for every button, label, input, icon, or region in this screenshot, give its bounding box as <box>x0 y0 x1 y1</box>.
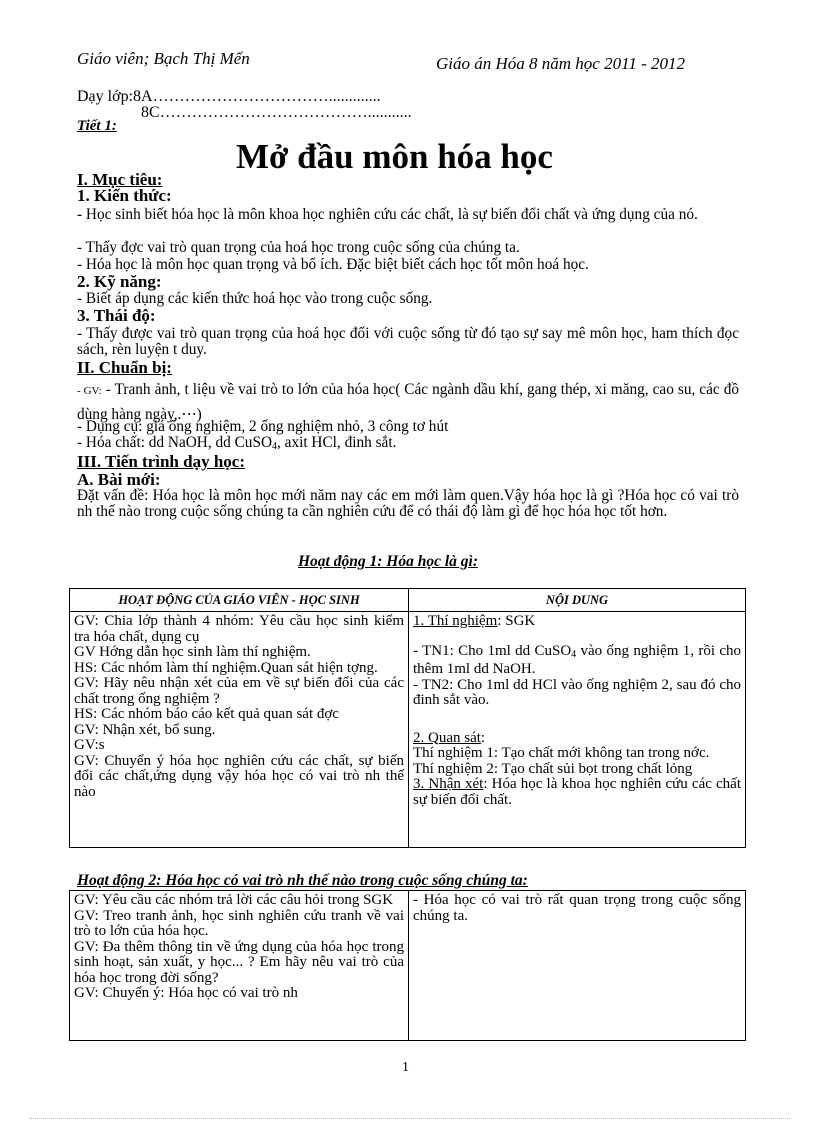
activity-2-line: GV: Đa thêm thông tin về ứng dụng của hóa học trong sinh hoạt, sản xuất, y học... ? Em hãy nêu vai trò của hóa học trong đời sống? <box>74 938 404 986</box>
gv-text: - Tranh ảnh, t liệu về vai trò to lớn của hóa học( Các ngành dầu khí, gang thép, xi măng, cao su, các đồ dùng hàng ngày,.⋯) <box>77 381 739 423</box>
activity-2-line: GV: Treo tranh ảnh, học sinh nghiên cứu tranh về vai trò to lớn của hóa học. <box>74 907 404 939</box>
preparation-tools: - Dụng cụ: giá ống nghiệm, 2 ống nghiệm nhỏ, 3 công tơ hút <box>77 418 449 435</box>
knowledge-heading <box>77 186 172 206</box>
tn1-pre: - TN1: Cho 1ml dd CuSO <box>413 642 572 659</box>
intro-paragraph: Đặt vấn đề: Hóa học là môn học mới năm nay các em mới làm quen.Vậy hóa học là gì ?Hóa học có vai trò nh thế nào trong cuộc sống chúng ta cần nghiên cứu để có thái độ làm gì để học hóa học tốt hơn. <box>77 487 739 520</box>
observation-label: 2. Quan sát <box>413 729 481 746</box>
page-title: Mở đầu môn hóa học <box>236 137 553 176</box>
class-line-8c: 8C…………………………………........... <box>141 104 412 121</box>
observation-line <box>413 731 741 747</box>
attitude-item-1: - Thấy được vai trò quan trọng của hoá học đối với cuộc sống từ đó tạo sự say mê môn học, ham thích đọc sách, rèn luyện t duy. <box>77 325 739 358</box>
chem-pre: - Hóa chất: dd NaOH, dd CuSO <box>77 434 273 451</box>
activity-2-title: Hoạt động 2: Hóa học có vai trò nh thế nào trong cuộc sống chúng ta: <box>77 872 528 889</box>
activity-1-table <box>69 588 746 848</box>
activity-2-left-cell <box>70 891 409 1041</box>
chem-sub: 4 <box>272 441 278 452</box>
section-objectives-heading: I. Mục tiêu: <box>77 170 163 189</box>
skills-heading: 2. Kỹ năng: <box>77 272 162 291</box>
page-number: 1 <box>402 1060 409 1075</box>
activity-1-left-cell <box>70 612 409 848</box>
activity-1-line: GV:s <box>74 737 105 753</box>
observation-1: Thí nghiệm 1: Tạo chất mới không tan trong nớc. <box>413 745 710 761</box>
conclusion-text: : Hóa học là khoa học nghiên cứu các chất sự biến đổi chất. <box>413 776 741 808</box>
tn1-post: vào ống nghiệm 1, rồi cho thêm 1ml dd NaOH. <box>413 642 741 677</box>
teacher-name: Giáo viên; Bạch Thị Mến <box>77 49 250 68</box>
chem-post: , axit HCl, đinh sắt. <box>277 434 397 451</box>
tn2-line: - TN2: Cho 1ml dd HCl vào ống nghiệm 2, sau đó cho đinh sắt vào. <box>413 676 741 708</box>
activity-1-line: GV: Chuyển ý hóa học nghiên cứu các chất, sự biến đổi các chất,ứng dụng vậy hóa học có vai trò nh thế nào <box>74 752 404 800</box>
activity-2-right-cell <box>409 891 746 1041</box>
knowledge-item-3: - Hóa học là môn học quan trọng và bổ ích. Đặc biệt biết cách học tốt môn hoá học. <box>77 256 589 273</box>
activity-2-line: GV: Chuyển ý: Hóa học có vai trò nh <box>74 985 298 1001</box>
section-preparation-heading: II. Chuẩn bị: <box>77 358 172 377</box>
conclusion-label: 3. Nhận xét <box>413 776 484 792</box>
knowledge-heading-text: 1. Kiến thức: <box>77 186 172 205</box>
activity-2-table <box>69 890 746 1041</box>
column-header-activities: HOẠT ĐỘNG CỦA GIÁO VIÊN - HỌC SINH <box>70 589 409 612</box>
knowledge-item-1: - Học sinh biết hóa học là môn khoa học nghiên cứu các chất, là sự biến đổi chất và ứng dụng của nó. <box>77 206 698 223</box>
section-procedure-heading: III. Tiến trình dạy học: <box>77 452 245 471</box>
skills-item-1: - Biết áp dụng các kiến thức hoá học vào trong cuộc sống. <box>77 290 433 307</box>
activity-1-right-cell <box>409 612 746 848</box>
activity-2-line: GV: Yêu cầu các nhóm trả lời các câu hỏi trong SGK <box>74 892 394 908</box>
observation-2: Thí nghiệm 2: Tạo chất sủi bọt trong chất lỏng <box>413 760 693 777</box>
activity-1-line: GV Hớng dẫn học sinh làm thí nghiệm. <box>74 644 311 660</box>
experiment-text: : SGK <box>497 613 536 629</box>
activity-1-line: GV: Hãy nêu nhận xét của em về sự biến đổi của các chất trong ống nghiệm ? <box>74 675 404 707</box>
experiment-line <box>413 614 741 630</box>
page-bottom-divider <box>30 1118 790 1119</box>
column-header-content: NỘI DUNG <box>409 589 746 612</box>
tn1-sub: 4 <box>571 648 577 660</box>
observation-colon: : <box>480 729 486 746</box>
activity-1-title: Hoạt động 1: Hóa học là gì: <box>298 553 478 570</box>
new-lesson-heading: A. Bài mới: <box>77 470 161 489</box>
activity-1-line: HS: Các nhóm làm thí nghiệm.Quan sát hiện tợng. <box>74 659 378 676</box>
activity-1-line: GV: Chia lớp thành 4 nhóm: Yêu cầu học sinh kiểm tra hóa chất, dụng cụ <box>74 613 404 645</box>
class-line-8a: Dạy lớp:8A……………………………............. <box>77 88 381 105</box>
experiment-label: 1. Thí nghiệm <box>413 613 498 629</box>
activity-2-content: - Hóa học có vai trò rất quan trọng trong cuộc sống chúng ta. <box>413 892 741 924</box>
period-label: Tiết 1: <box>77 118 117 134</box>
activity-1-line: GV: Nhận xét, bổ sung. <box>74 721 216 738</box>
activity-1-line: HS: Các nhóm báo cáo kết quả quan sát đợc <box>74 706 339 722</box>
knowledge-item-2: - Thấy đợc vai trò quan trọng của hoá học trong cuộc sống của chúng ta. <box>77 239 520 256</box>
lesson-plan-title: Giáo án Hóa 8 năm học 2011 - 2012 <box>436 54 685 73</box>
conclusion-line <box>413 777 741 808</box>
gv-label: - GV: <box>77 385 102 397</box>
attitude-heading: 3. Thái độ: <box>77 306 156 325</box>
tn1-line <box>413 644 741 678</box>
